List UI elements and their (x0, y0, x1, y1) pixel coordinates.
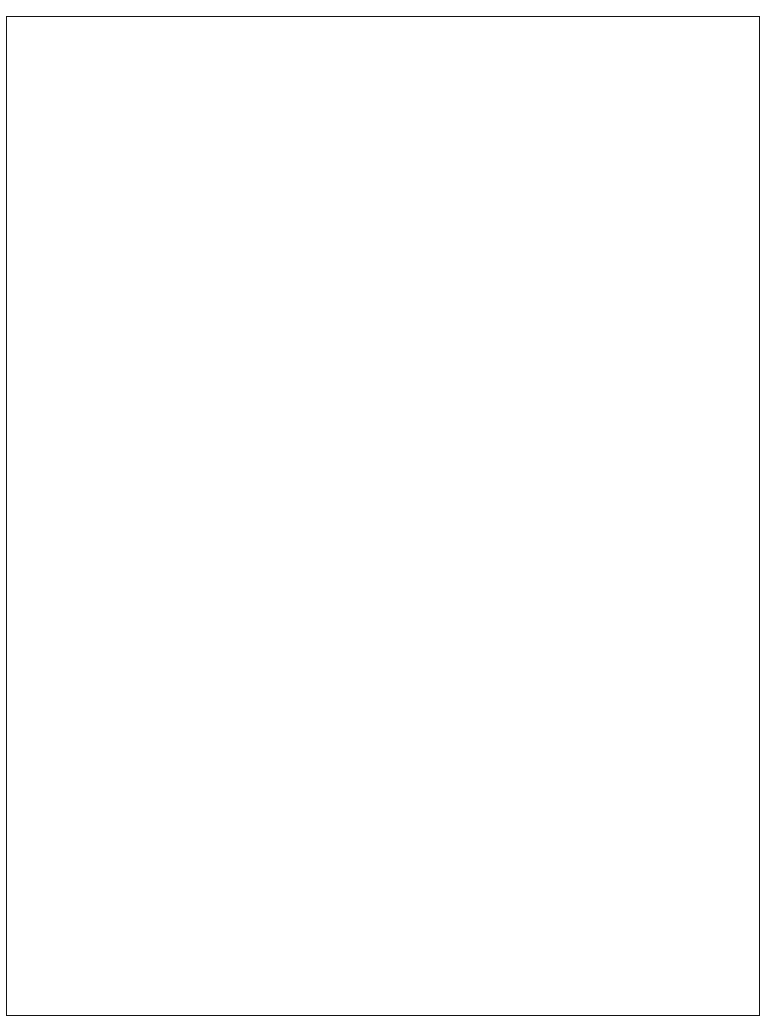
drawing-sheet (6, 16, 760, 1016)
